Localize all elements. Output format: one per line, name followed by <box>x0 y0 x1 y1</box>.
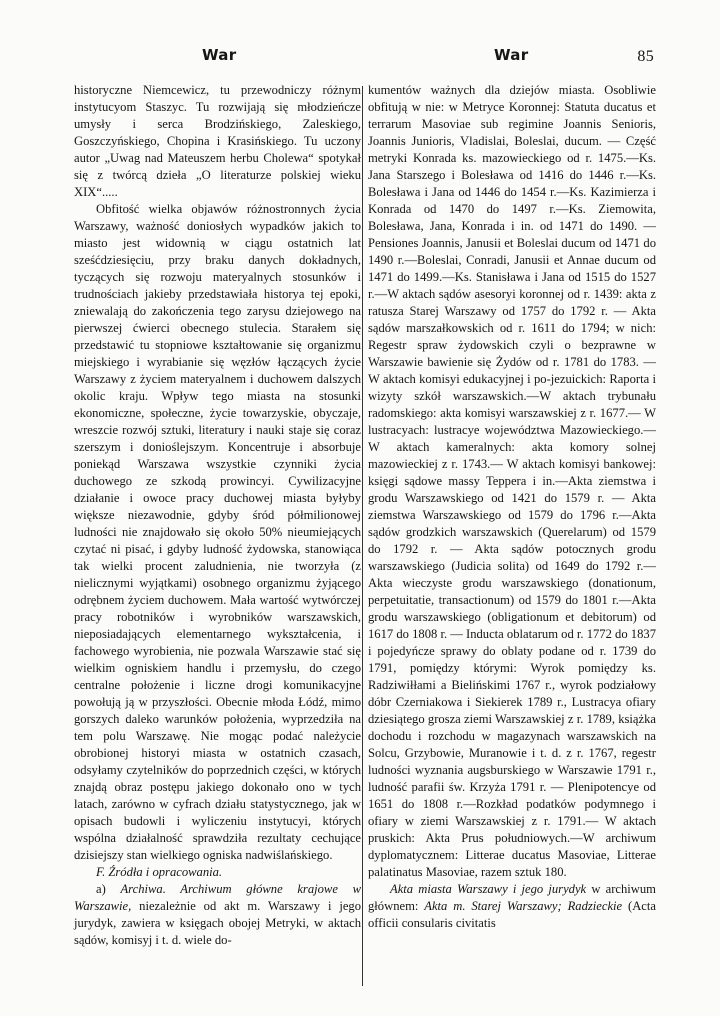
section-heading-text: F. Źródła i opracowania. <box>96 865 223 879</box>
paragraph <box>368 881 656 932</box>
running-head-left: War <box>202 46 237 64</box>
paragraph-text: niezależnie od akt m. Warszawy i jego jurydyk, zawiera w księgach obojej Metryki, w aktach sądów, komisyj i t. d. wiele do- <box>74 899 361 947</box>
page-header <box>0 46 720 72</box>
italic-text: Akta m. Starej Warszawy; Radzieckie <box>424 899 623 913</box>
paragraph-text: w archiwum głównem: <box>368 882 656 913</box>
list-label: a) <box>96 882 106 896</box>
italic-text: Akta miasta Warszawy i jego jurydyk <box>390 882 587 896</box>
paragraph-text: (Acta officii consularis civitatis <box>368 899 656 930</box>
paragraph: historyczne Niemcewicz, tu przewodniczy różnym instytucyom Staszyc. Tu rozwijają się młodzieńcze umysły i serca Brodzińskiego, Zaleskiego, Goszczyńskiego, Chopina i Krasińskiego. Tu uczony autor „Uwag nad Mateuszem herbu Cholewa“ spotykał się z twórcą dzieła „O literaturze polskiej wieku XIX“..... <box>74 83 361 199</box>
running-head-right: War <box>494 46 529 64</box>
section-heading <box>74 864 361 881</box>
paragraph: kumentów ważnych dla dziejów miasta. Osobliwie obfitują w nie: w Metryce Koronnej: Statuta ducatus et terrarum Masoviae sub regimine Joannis Senioris, Joannis Junioris, Vladislai, Boleslai, ducum. — Część metryki Konrada ks. mazowieckiego od r. 1475.—Ks. Jana Starszego i Bolesława od 1416 do 1446 r.—Ks. Bolesława i Jana od 1446 do 1454 r.—Ks. Kazimierza i Konrada od 1470 do 1497 r.—Ks. Ziemowita, Bolesława, Jana, Konrada i in. od 1471 do 1490. — Pensiones Joannis, Janusii et Boleslai ducum od 1471 do 1490 r.—Boleslai, Conradi, Janusii et Annae ducum od 1471 do 1499.—Ks. Stanisława i Jana od 1515 do 1527 r.—W aktach sądów asesoryi koronnej od r. 1439: akta z ratusza Starej Warszawy od 1757 do 1792 r. — Akta sądów marszałkowskich od r. 1611 do 1794; w nich: Regestr spraw żydowskich czyli o bezprawne w Warszawie bawienie się Żydów od r. 1781 do 1783. — W aktach komisyi edukacyjnej i po-jezuickich: Raporta i wizyty szkół warszawskich.—W aktach trybunału radomskiego: akta komisyi warszawskiej z r. 1677.— W lustracyach: lustracye województwa Mazowieckiego.—W aktach kameralnych: akta komory solnej mazowieckiej z r. 1743.— W aktach komisyi bankowej: księgi sądowe massy Teppera i in.—Akta ziemstwa i grodu Warszawskiego od 1421 do 1579 r. — Akta ziemstwa Warszawskiego od 1579 do 1796 r.—Akta sądów grodzkich warszawskich (Querelarum) od 1579 do 1792 r. — Akta sądów potocznych grodu warszawskiego (Judicia solita) od 1649 do 1792 r.—Akta wieczyste grodu warszawskiego (donationum, perpetuitatie, transactionum) od 1579 do 1801 r.—Akta grodu warszawskiego (obligationum et debitorum) od 1617 do 1808 r. — Inducta oblatarum od r. 1772 do 1837 i pojedyńcze sprawy do oblaty podane od r. 1739 do 1791, pomiędzy którymi: Wyrok pomiędzy ks. Radziwiłłami a Bielińskimi 1767 r., wyrok podziałowy dóbr Czerniakowa i Siekierek 1789 r., Lustracya ofiary dziesiątego grosza ziemi Warszawskiej z r. 1789, książka dochodu i rozchodu w magazynach warszawskich na Solcu, Grzybowie, Muranowie i t. d. z r. 1767, regestr ludności wyznania augsburskiego w Warszawie 1791 r., ludność parafii św. Krzyża 1791 r. — Plenipotencye od 1651 do 1808 r.—Rozkład podatków podymnego i ofiary w ziemi Warszawskiej z r. 1791.— W aktach pruskich: Akta Prus południowych.—W archiwum dyplomatycznem: Litterae ducatus Masoviae, Litterae palatinatus Masoviae, razem sztuk 180. <box>368 83 656 879</box>
paragraph <box>74 881 361 949</box>
left-column <box>74 82 361 949</box>
paragraph: Obfitość wielka objawów różnostronnych życia Warszawy, ważność doniosłych wypadków jakich to miasto jest widownią w ciągu ostatnich lat sześćdziesięciu, przy braku danych dokładnych, tyczących się rozwoju materyalnych stosunków i trudnościach jakieby przedstawiała historya tej epoki, zniewalają do zakończenia tego zarysu dziejowego na pierwszej ćwierci obecnego stulecia. Starałem się przedstawić tu stopniowe kształtowanie się organizmu miejskiego i wyrabianie się węzłów łączących życie Warszawy z życiem materyalnem i duchowem dalszych okolic kraju. Wpływ tego miasta na stosunki ekonomiczne, społeczne, życie towarzyskie, obyczaje, wreszcie rozwój sztuki, literatury i nauki staje się coraz szerszym i donioślejszym. Koncentruje i absorbuje poniekąd Warszawa wszystkie czynniki życia duchowego ze szkodą prowincyi. Cywilizacyjne działanie i owoce pracy duchowej miasta byłyby większe niezawodnie, gdyby śród półmilionowej ludności nie znajdowało się około 50% nieumiejących czytać ni pisać, i gdyby ludność żydowska, stanowiąca tak wielki procent zaludnienia, nie tworzyła (z nielicznymi wyjątkami) osobnego organizmu żyjącego odrębnem życiem duchowem. Mała wartość wytwórczej pracy robotników i wyrobników warszawskich, nieposiadających elementarnego wykształcenia, i fachowego wyrobienia, nie pozwala Warszawie stać się wielkim ogniskiem handlu i przemysłu, do czego centralne położenie i liczne drogi komunikacyjne powołują ją w przyszłości. Obecnie młoda Łódź, mimo gorszych daleko warunków położenia, wyprzedziła na tem polu Warszawę. Nie mogąc podać należycie obrobionej historyi miasta w ostatnich czasach, odsyłamy czytelników do poprzednich części, w których znajdą obraz postępu jakiego dokonało ono w tych latach, zarówno w cyfrach działu statystycznego, jak w opisach budowli i wyliczeniu instytucyi, których wspólna działalność sprawdziła rezultaty cechujące dzisiejszy stan wielkiego ogniska nadwiślańskiego. <box>74 202 361 862</box>
italic-text: Archiwa. Archiwum główne krajowe w Warszawie, <box>74 882 361 913</box>
right-column <box>368 82 656 932</box>
column-divider <box>362 86 363 986</box>
page-number: 85 <box>637 48 654 65</box>
